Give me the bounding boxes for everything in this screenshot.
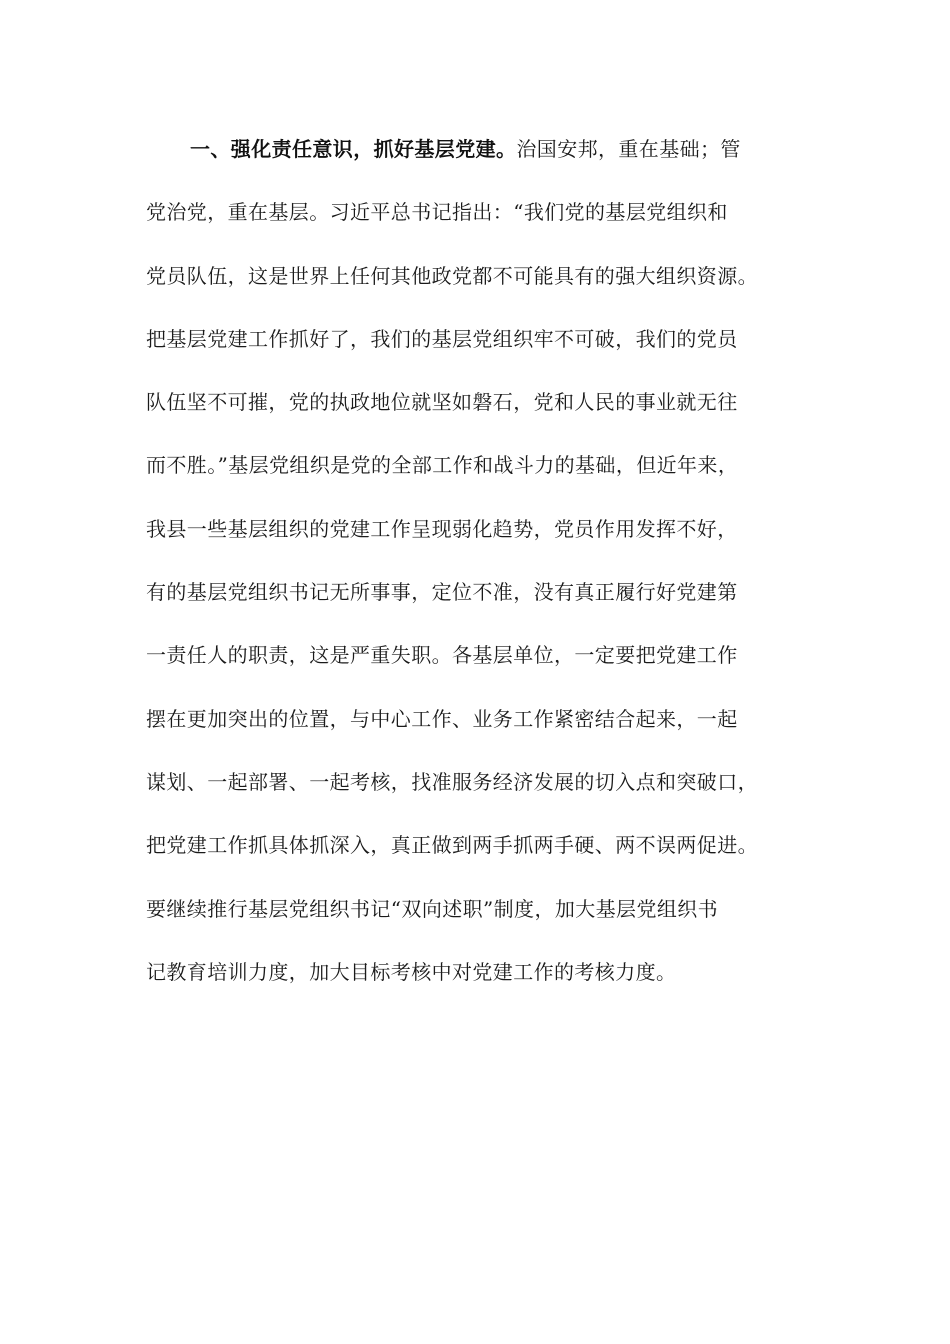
- paragraph-line: 我县一些基层组织的党建工作呈现弱化趋势，党员作用发挥不好，: [146, 516, 738, 541]
- paragraph-line: 摆在更加突出的位置，与中心工作、业务工作紧密结合起来，一起: [146, 706, 738, 731]
- paragraph-line: 一责任人的职责，这是严重失职。各基层单位，一定要把党建工作: [146, 643, 738, 668]
- paragraph-first-line: [146, 125, 826, 188]
- paragraph-line: 把党建工作抓具体抓深入，真正做到两手抓两手硬、两不误两促进。: [146, 833, 758, 858]
- paragraph-line: 记教育培训力度，加大目标考核中对党建工作的考核力度。: [146, 959, 677, 984]
- paragraph-line: 队伍坚不可摧，党的执政地位就坚如磐石，党和人民的事业就无往: [146, 390, 738, 415]
- paragraph-line: 把基层党建工作抓好了，我们的基层党组织牢不可破，我们的党员: [146, 326, 738, 351]
- paragraph-text: 治国安邦，重在基础；管: [516, 137, 741, 161]
- paragraph-line: 而不胜。”基层党组织是党的全部工作和战斗力的基础，但近年来，: [146, 453, 739, 478]
- paragraph-line: 谋划、一起部署、一起考核，找准服务经济发展的切入点和突破口，: [146, 769, 758, 794]
- section-heading: 一、强化责任意识，抓好基层党建。: [190, 137, 517, 161]
- paragraph-line: 要继续推行基层党组织书记“双向述职”制度，加大基层党组织书: [146, 896, 719, 921]
- paragraph-line: 党员队伍，这是世界上任何其他政党都不可能具有的强大组织资源。: [146, 263, 758, 288]
- paragraph-line: 党治党，重在基层。习近平总书记指出：“我们党的基层党组织和: [146, 200, 728, 225]
- paragraph-line: 有的基层党组织书记无所事事，定位不准，没有真正履行好党建第: [146, 580, 738, 605]
- document-body: [146, 125, 826, 1011]
